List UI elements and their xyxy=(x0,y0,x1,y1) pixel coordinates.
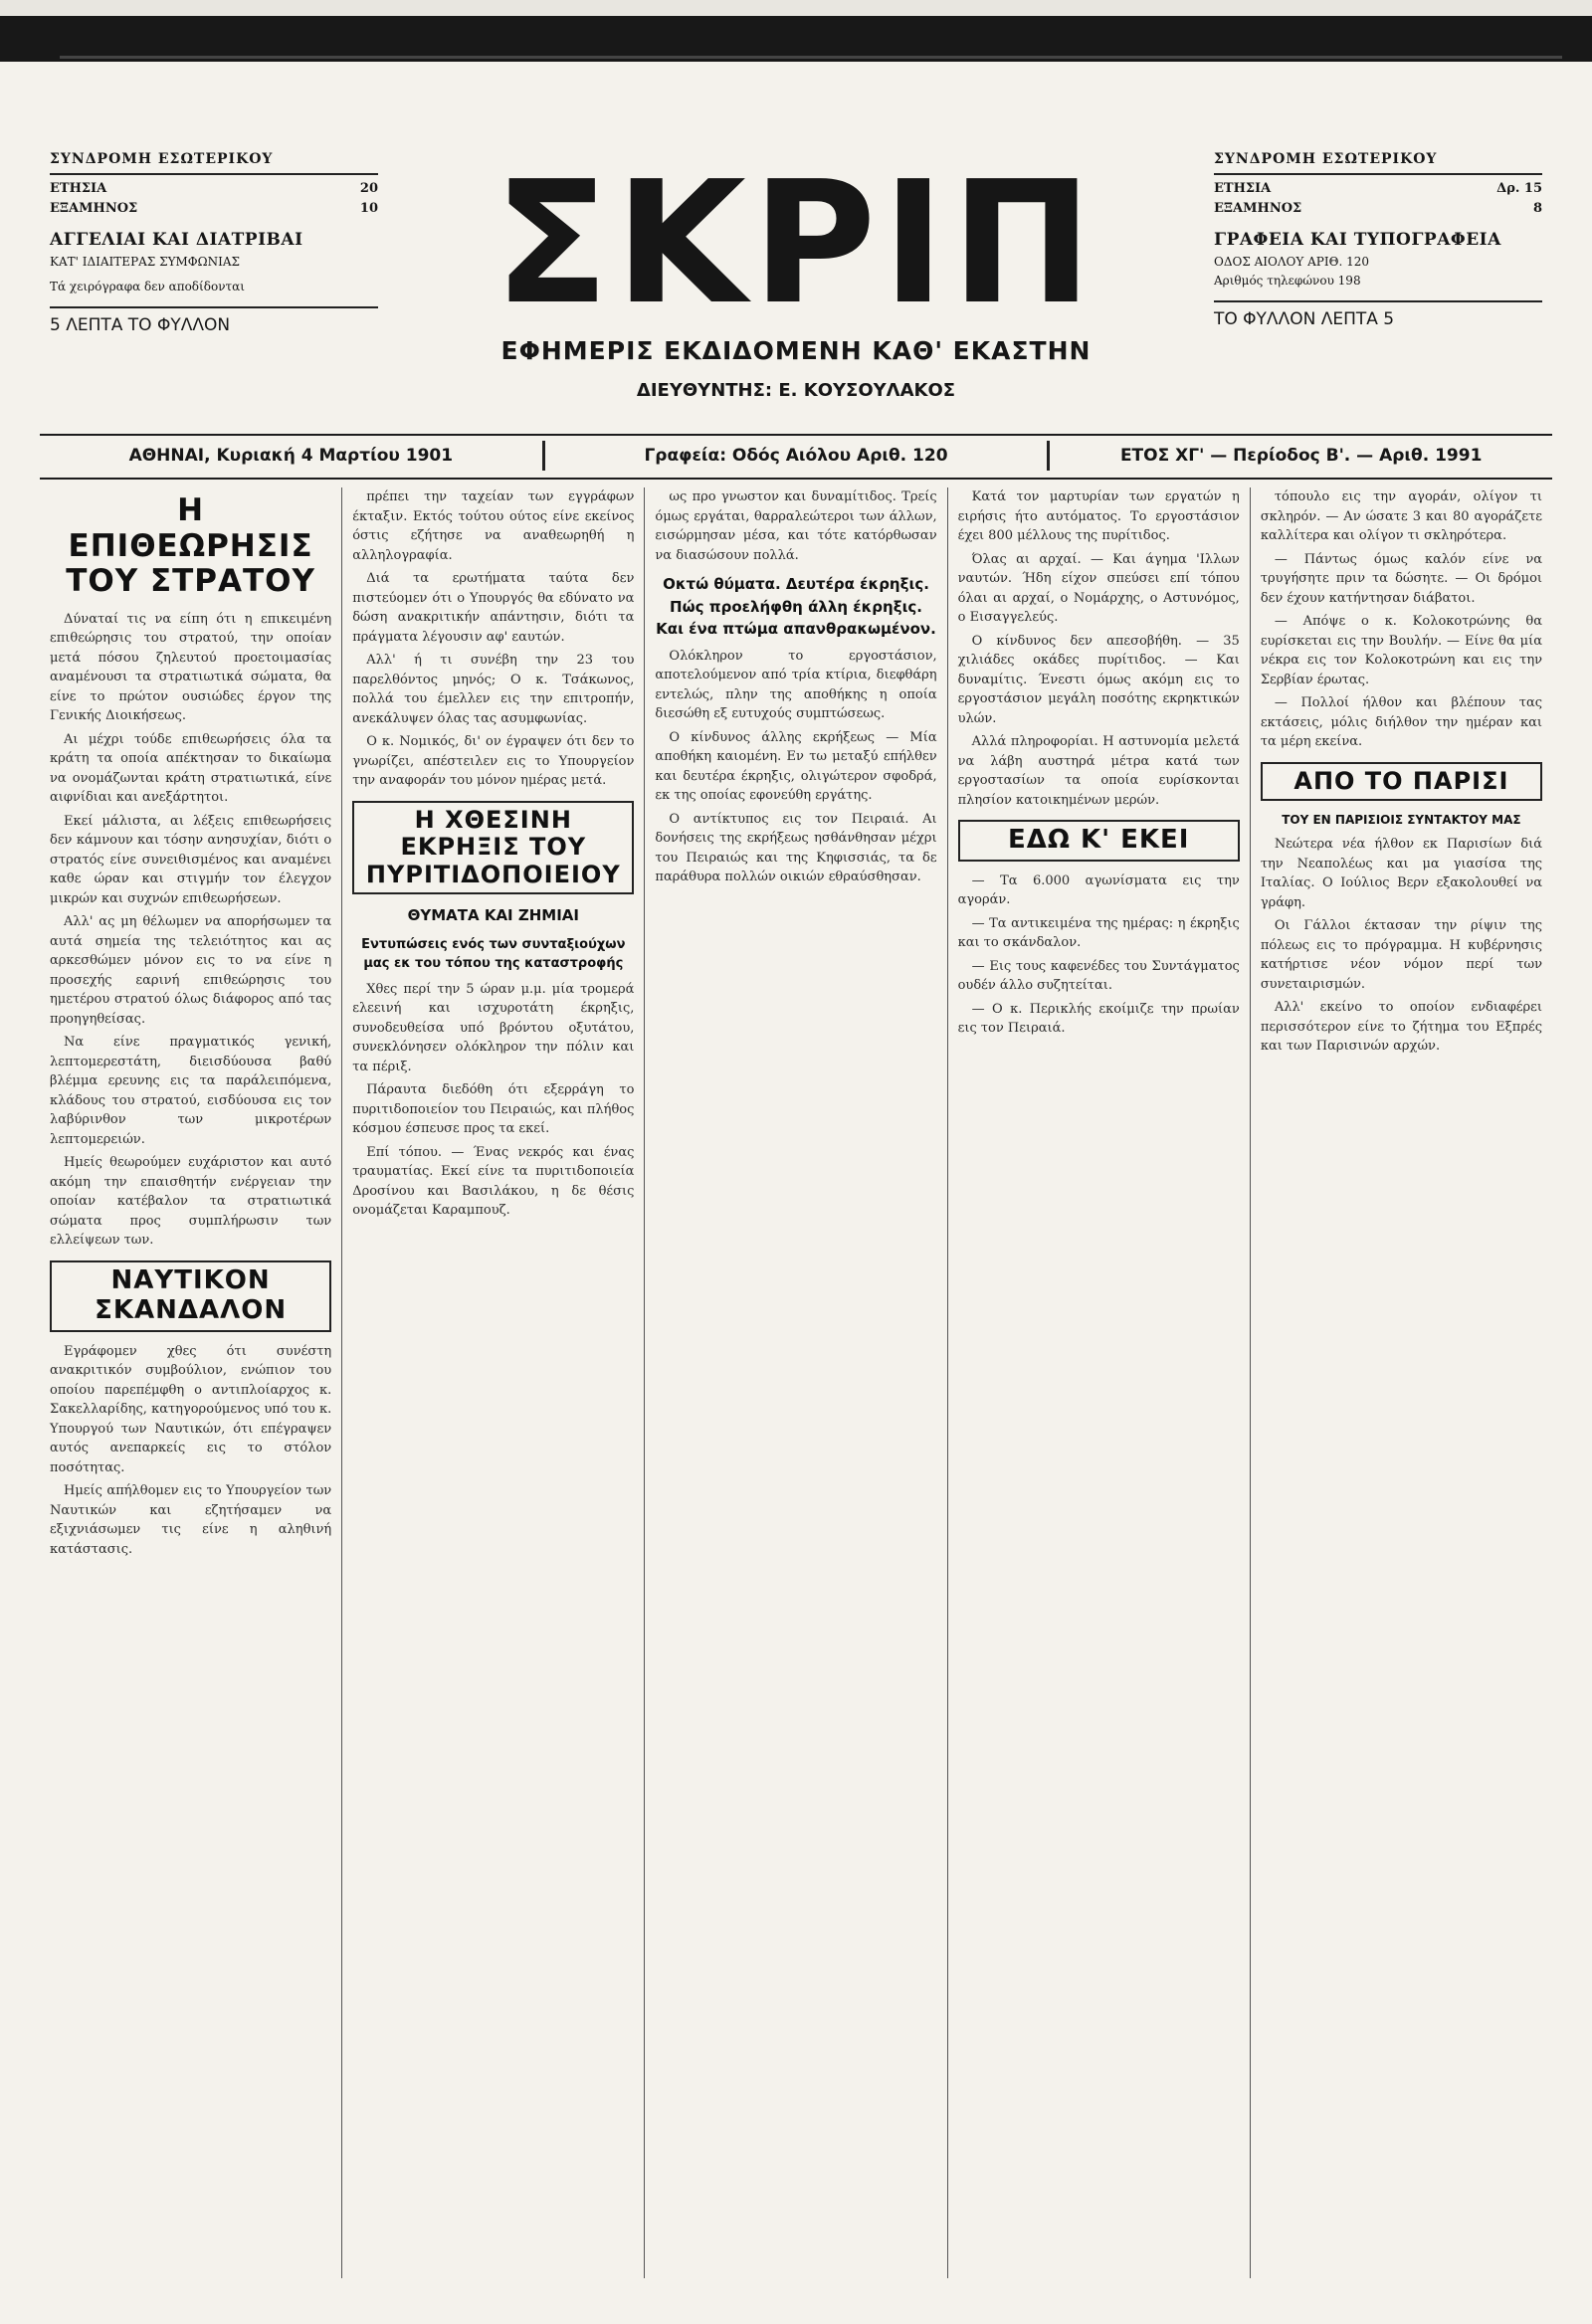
subhead-impressions: Εντυπώσεις ενός των συνταξιούχων μας εκ του τόπου της καταστροφής xyxy=(361,936,626,972)
paragraph: — Ο κ. Περικλής εκοίμιζε την πρωίαν εις τον Πειραιά. xyxy=(957,1001,1240,1037)
subscription-box-right xyxy=(1214,149,1542,332)
headline-here-and-there: ΕΔΩ Κ' ΕΚΕΙ xyxy=(958,820,1240,862)
price-left: 5 ΛΕΠΤΑ ΤΟ ΦΥΛΛΟΝ xyxy=(50,306,378,338)
semiannual-rate-row: ΕΞΑΜΗΝΟΣ 10 xyxy=(50,200,378,216)
office-text: Γραφεία: Οδός Αιόλου Αριθ. 120 xyxy=(644,446,948,466)
paragraph: Ολόκληρον το εργοστάσιον, αποτελούμενον από τρία κτίρια, διεφθάρη εντελώς, πλην της αποθήκης η οποία διεσώθη εξ ευτυχούς συμπτώσεως. xyxy=(655,648,937,721)
paragraph: Οι Γάλλοι έκτασαν την ρίψιν της πόλεως εις το πρόγραμμα. Η κυβέρνησις κατήρτισε νέον νόμον περί των συνεταιρισμών. xyxy=(1260,918,1543,992)
paragraph: Αι μέχρι τούδε επιθεωρήσεις όλα τα κράτη τα οποία απέκτησαν το δικαίωμα να ονομάζωνται κράτη στρατιωτικά, είνε αιφνίδιαι και ανεξάρτητοι. xyxy=(50,731,332,806)
editor-line: ΔΙΕΥΘΥΝΤΗΣ: Ε. ΚΟΥΣΟΥΛΑΚΟΣ xyxy=(636,380,956,401)
subscription-header-right: ΣΥΝΔΡΟΜΗ ΕΣΩΤΕΡΙΚΟΥ xyxy=(1214,149,1542,175)
paragraph: Ο κίνδυνος δεν απεσοβήθη. — 35 χιλιάδες οκάδες πυρίτιδος. — Και δυναμίτις. Ένεστι όμως ακόμη εις το εργοστάσιον μεγάλη ποσότης εκρηκτικών υλών. xyxy=(957,633,1240,726)
headline-naval-scandal: ΝΑΥΤΙΚΟΝ ΣΚΑΝΔΑΛΟΝ xyxy=(50,1260,331,1332)
newspaper-subtitle: ΕΦΗΜΕΡΙΣ ΕΚΔΙΔΟΜΕΝΗ ΚΑΘ' ΕΚΑΣΤΗΝ xyxy=(500,336,1092,365)
paragraph: Δύναταί τις να είπη ότι η επικειμένη επιθεώρησις του στρατού, την οποίαν μετά πόσου ζηλευτού προετοιμασίας αναμένουσι τα στρατιωτικά σώματα, θα είνε το πρώτον ουσιώδες έργον της Γενικής Διοικήσεως. xyxy=(50,611,332,724)
paragraph: Επί τόπου. — Ένας νεκρός και ένας τραυματίας. Εκεί είνε τα πυριτιδοποιεία Δροσίνου και Βασιλάκου, η δε θέσις ονομάζεται Καραμπουζ. xyxy=(352,1144,635,1219)
date-text: ΑΘΗΝΑΙ, Κυριακή 4 Μαρτίου 1901 xyxy=(128,446,454,466)
address-line: ΟΔΟΣ ΑΙΟΛΟΥ ΑΡΙΘ. 120 xyxy=(1214,255,1369,270)
column-4 xyxy=(948,487,1251,2278)
paragraph: — Απόψε ο κ. Κολοκοτρώνης θα ευρίσκεται εις την Βουλήν. — Είνε θα μία νέκρα εις τον Κολοκοτρώνη και εις την Σερβίαν έρωτας. xyxy=(1260,614,1543,687)
subhead-victims: ΘΥΜΑΤΑ ΚΑΙ ΖΗΜΙΑΙ xyxy=(407,906,579,925)
phone-line: Αριθμός τηλεφώνου 198 xyxy=(1214,273,1361,288)
masthead xyxy=(40,145,1552,433)
manuscripts-note: Τά χειρόγραφα δεν αποδίδονται xyxy=(50,279,245,293)
paragraph: Να είνε πραγματικός γενική, λεπτομερεστάτη, διεισδύουσα βαθύ βλέμμα ερευνης εις τα παράλειπόμενα, κλάδους του στρατού, εισδύουσα εις τον λαβύρινθον των μικροτέρων λεπτομερειών. xyxy=(50,1035,332,1147)
paragraph: Πάραυτα διεδόθη ότι εξερράγη το πυριτιδοποιείον του Πειραιώς, και πλήθος κόσμου έσπευσε προς τα εκεί. xyxy=(352,1082,635,1137)
notices-sublabel: ΚΑΤ' ΙΔΙΑΙΤΕΡΑΣ ΣΥΜΦΩΝΙΑΣ xyxy=(50,255,240,270)
subscription-header: ΣΥΝΔΡΟΜΗ ΕΣΩΤΕΡΙΚΟΥ xyxy=(50,149,378,175)
paragraph: Ημείς θεωρούμεν ευχάριστον και αυτό ακόμη την επαισθητήν ενέργειαν την οποίαν κατέβαλον τα στρατιωτικά σώματα προς συμπλήρωσιν των ελλείψεων των. xyxy=(50,1155,332,1249)
paragraph: Νεώτερα νέα ήλθον εκ Παρισίων διά την Νεαπολέως και μα γιασίσα της Ιταλίας. Ο Ιούλιος Βερν εξακολουθεί να γράφη. xyxy=(1260,837,1543,910)
paragraph: — Πάντως όμως καλόν είνε να τρυγήσητε πριν τα δώσητε. — Οι δρόμοι δεν έχουν κατήντησαν διάβατοι. xyxy=(1260,551,1543,606)
dateline-rule xyxy=(40,478,1552,480)
paragraph: Αλλ' ας μη θέλωμεν να απορήσωμεν τα αυτά σημεία της τελειότητος και ας αρκεσθώμεν μόνον εις το να είνε η προσεχής εαρινή επιθεώρησις του ημετέρου στρατού όλως διάφορος από τας προηγηθείσας. xyxy=(50,914,332,1027)
headline-from-paris: ΑΠΟ ΤΟ ΠΑΡΙΣΙ xyxy=(1261,762,1542,802)
paragraph: Εκεί μάλιστα, αι λέξεις επιθεωρήσεις δεν κάμνουν και τόσην ανησυχίαν, διότι ο στρατός είνε συνειθισμένος και αναμένει καθε ώραν και στιγμήν τον έλεγχον μικρών και συχνών επιθεωρήσεων. xyxy=(50,813,332,906)
subhead-paris-correspondent: ΤΟΥ ΕΝ ΠΑΡΙΣΙΟΙΣ ΣΥΝΤΑΚΤΟΥ ΜΑΣ xyxy=(1282,813,1521,828)
subhead-eight-victims: Οκτώ θύματα. Δευτέρα έκρηξις. Πώς προελήφθη άλλη έκρηξις. Και ένα πτώμα απανθρακωμένον. xyxy=(656,575,936,638)
paragraph: Ο κ. Νομικός, δι' ον έγραψεν ότι δεν το γνωρίζει, απέστειλεν εις το Υπουργείον την αναφοράν του μόνον ημέρας μετά. xyxy=(352,734,635,788)
dateline xyxy=(40,438,1552,474)
offices-label: ΓΡΑΦΕΙΑ ΚΑΙ ΤΥΠΟΓΡΑΦΕΙΑ xyxy=(1214,229,1501,250)
headline-inspection: Η ΕΠΙΘΕΩΡΗΣΙΣ ΤΟΥ ΣΤΡΑΤΟΥ xyxy=(66,492,315,600)
column-5 xyxy=(1251,487,1552,2278)
page-top-edge xyxy=(0,0,1592,16)
paragraph: — Τα 6.000 αγωνίσματα εις την αγοράν. xyxy=(957,872,1240,908)
newspaper-title: ΣΚΡΙΠ xyxy=(494,145,1098,342)
annual-rate-row: ΕΤΗΣΙΑ 20 xyxy=(50,180,378,196)
masthead-rule xyxy=(40,434,1552,436)
paragraph: πρέπει την ταχείαν των εγγράφων έκταξιν. Εκτός τούτου ούτος είνε εκείνος όστις εζήτησε να αναθεωρηθή η αλληλογραφία. xyxy=(352,489,635,563)
column-3 xyxy=(645,487,947,2278)
paragraph: — Τα αντικειμένα της ημέρας: η έκρηξις και το σκάνδαλον. xyxy=(957,915,1240,951)
paragraph: Αλλά πληροφορίαι. Η αστυνομία μελετά να λάβη αυστηρά μέτρα κατά των εργοστασίων τα οποία ευρίσκονται πλησίον κατοικημένων μερών. xyxy=(957,734,1240,808)
paragraph: — Εις τους καφενέδες του Συντάγματος ουδέν άλλο συζητείται. xyxy=(957,958,1240,994)
column-2 xyxy=(342,487,645,2278)
paragraph: Αλλ' εκείνο το οποίον ενδιαφέρει περισσότερον είνε το ζήτημα του Εξπρές και των Παρισινών αρχών. xyxy=(1260,1000,1543,1055)
paragraph: Κατά τον μαρτυρίαν των εργατών η ειρήσις ήτο αυτόματος. Το εργοστάσιον έχει 800 μέλλους της πυρίτιδος. xyxy=(957,489,1240,543)
paragraph: Όλας αι αρχαί. — Και άγημα 'Ιλλων ναυτών. Ήδη είχον σπεύσει επί τόπου όλαι αι αρχαί, ο Νομάρχης, ο Αστυνόμος, ο Εισαγγελεύς. xyxy=(957,551,1240,625)
paragraph: Ο κίνδυνος άλλης εκρήξεως — Μία αποθήκη καιομένη. Εν τω μεταξύ επήλθεν και δευτέρα έκρηξις, ολιγώτερον σφοδρά, εκ της οποίας εφονεύθη εργάτης. xyxy=(655,729,937,803)
semiannual-rate-row-right: ΕΞΑΜΗΝΟΣ 8 xyxy=(1214,200,1542,216)
paragraph: Ο αντίκτυπος εις τον Πειραιά. Αι δονήσεις της εκρήξεως ησθάνθησαν μέχρι του Πειραιώς και της Κηφισσιάς, τα δε παράθυρα πολλών οικιών εθραύσθησαν. xyxy=(655,811,937,884)
paragraph: — Πολλοί ήλθον και βλέπουν τας εκτάσεις, μόλις διήλθον την ημέραν και τα μέρη εκείνα. xyxy=(1260,695,1543,749)
paragraph: Ημείς απήλθομεν εις το Υπουργείον των Ναυτικών και εζητήσαμεν να εξιχνιάσωμεν τις είνε η αληθινή κατάστασις. xyxy=(50,1483,332,1557)
paragraph: Διά τα ερωτήματα ταύτα δεν πιστεύομεν ότι ο Υπουργός θα εδύνατο να δώση ανακριτικήν απάντησιν, διότι τα πράγματα λέγουσιν αφ' εαυτών. xyxy=(352,571,635,645)
paragraph: Εγράφομεν χθες ότι συνέστη ανακριτικόν συμβούλιον, ενώπιον του οποίου παρεπέμφθη ο αντιπλοίαρχος κ. Σακελλαρίδης, κατηγορούμενος υπό του κ. Υπουργού των Ναυτικών, ότι επέγραψεν αυτός ανεπαρκείς εις το στόλον ποσότητας. xyxy=(50,1343,332,1475)
article-columns xyxy=(40,487,1552,2278)
subscription-box-left xyxy=(50,149,378,338)
issue-text: ΕΤΟΣ ΧΓ' — Περίοδος Β'. — Αριθ. 1991 xyxy=(1119,446,1483,466)
paragraph: Χθες περί την 5 ώραν μ.μ. μία τρομερά ελεεινή και ισχυροτάτη έκρηξις, συνοδευθείσα υπό βρόντου οξυτάτου, συνεκλόνησεν ολόκληρον την πόλιν και τα πέριξ. xyxy=(352,981,635,1074)
paragraph: ως προ γνωστον και δυναμίτιδος. Τρείς όμως εργάται, θαρραλεώτεροι των άλλων, εισώρμησαν μέσα, και τότε κατόρθωσαν να διασώσουν πολλά. xyxy=(655,489,937,563)
paragraph: Αλλ' ή τι συνέβη την 23 του παρελθόντος μηνός; Ο κ. Τσάκωνος, πολλά του έμελλεν εις την επιτροπήν, ανεκάλυψεν όλας τας ασυμφωνίας. xyxy=(352,653,635,726)
page-header-band xyxy=(0,16,1592,62)
annual-rate-row-right: ΕΤΗΣΙΑ Δρ. 15 xyxy=(1214,180,1542,196)
column-1 xyxy=(40,487,342,2278)
notices-label: ΑΓΓΕΛΙΑΙ ΚΑΙ ΔΙΑΤΡΙΒΑΙ xyxy=(50,229,303,250)
headline-explosion: Η ΧΘΕΣΙΝΗ ΕΚΡΗΞΙΣ ΤΟΥ ΠΥΡΙΤΙΔΟΠΟΙΕΙΟΥ xyxy=(352,801,634,895)
paragraph: τόπουλο εις την αγοράν, ολίγον τι σκληρόν. — Αν ώσατε 3 και 80 αγοράζετε καλλίτερα και ολίγον τι σκληρότερα. xyxy=(1260,489,1543,543)
price-right: ΤΟ ΦΥΛΛΟΝ ΛΕΠΤΑ 5 xyxy=(1214,300,1542,332)
